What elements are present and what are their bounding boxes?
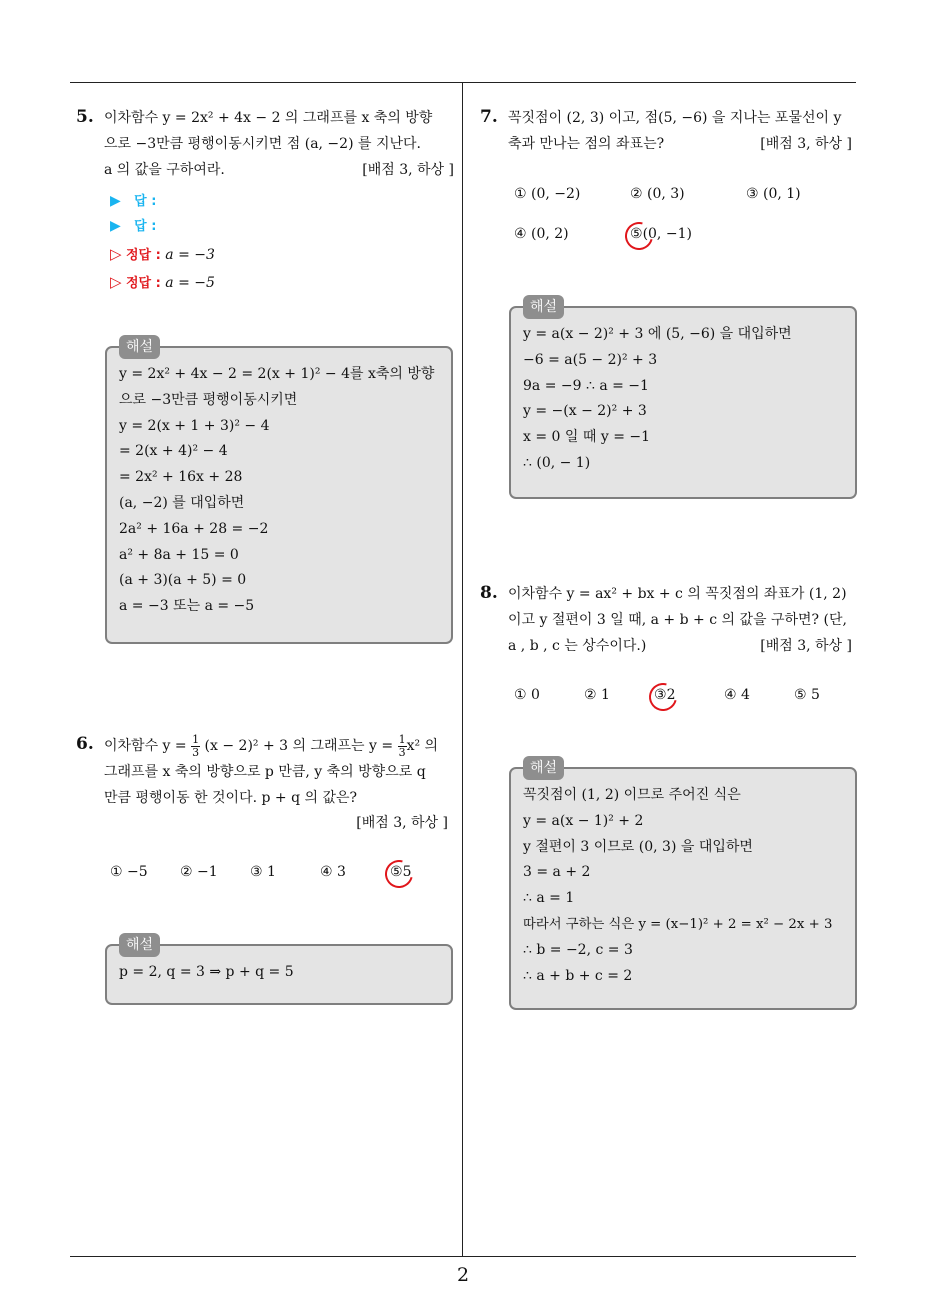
choice-1[interactable]: ① (0, −2) (514, 186, 581, 202)
fraction-denominator: 3 (398, 745, 406, 759)
q7-explanation-box (509, 299, 857, 499)
explanation-line: ∴ (0, − 1) (523, 454, 591, 471)
q5-line: 이차함수 y = 2x² + 4x − 2 의 그래프를 x 축의 방향 (104, 110, 433, 126)
explanation-line: y = −(x − 2)² + 3 (523, 403, 647, 420)
explanation-line: 3 = a + 2 (523, 864, 591, 881)
outline-arrow-icon: ▷ (110, 245, 122, 263)
choice-4[interactable]: ④ (0, 2) (514, 226, 569, 242)
correct-mark (630, 226, 643, 242)
q6-line1 (104, 733, 456, 759)
top-rule (70, 82, 856, 83)
q7-line: 축과 만나는 점의 좌표는? (508, 136, 665, 152)
choice-5-correct[interactable] (390, 864, 411, 880)
q5-line: 으로 −3만큼 평행이동시키면 점 (a, −2) 를 지난다. (104, 136, 421, 152)
explanation-line: 꼭짓점이 (1, 2) 이므로 주어진 식은 (523, 787, 741, 803)
red-circle-icon (380, 855, 418, 893)
red-circle-icon (620, 217, 658, 255)
explanation-line: ∴ b = −2, c = 3 (523, 941, 633, 958)
explanation-line: 9a = −9 ∴ a = −1 (523, 377, 649, 394)
q5-explanation-box (105, 339, 453, 644)
explanation-line: 따라서 구하는 식은 y = (x−1)² + 2 = x² − 2x + 3 (523, 916, 833, 932)
explanation-line: x = 0 일 때 y = −1 (523, 429, 651, 446)
explanation-line: = 2x² + 16x + 28 (119, 469, 243, 486)
choice-5-correct[interactable] (630, 226, 692, 242)
play-arrow-icon: ▶ (110, 193, 121, 209)
correct-mark (654, 687, 667, 703)
explanation-line: 으로 −3만큼 평행이동시키면 (119, 391, 298, 408)
correct-mark (390, 864, 403, 880)
choice-marker: ③ (654, 687, 667, 703)
explanation-line: 2a² + 16a + 28 = −2 (119, 520, 269, 537)
q8-meta: [배점 3, 하상 ] (760, 638, 852, 654)
explanation-line: (a + 3)(a + 5) = 0 (119, 572, 247, 589)
explanation-line: −6 = a(5 − 2)² + 3 (523, 351, 658, 368)
fraction (398, 734, 407, 759)
q8-line: a , b , c 는 상수이다.) (508, 638, 647, 654)
q5-correct-row (110, 269, 215, 297)
red-circle-icon (644, 678, 682, 716)
q5-line: a 의 값을 구하여라. (104, 162, 225, 178)
q8-line: 이차함수 y = ax² + bx + c 의 꼭짓점의 좌표가 (1, 2) (508, 586, 847, 602)
choice-value: 5 (402, 864, 412, 880)
play-arrow-icon: ▶ (110, 218, 121, 234)
answer-label: 답 : (134, 219, 157, 234)
q6-line1-b: (x − 2)² + 3 의 그래프는 y = (204, 738, 394, 754)
choice-3[interactable]: ③ (0, 1) (746, 186, 801, 202)
q5-number: 5. (76, 107, 94, 127)
choice-5[interactable]: ⑤ 5 (794, 687, 820, 703)
q6-explanation-box (105, 937, 453, 1005)
explanation-tag: 해설 (523, 295, 564, 319)
explanation-line: y 절편이 3 이므로 (0, 3) 을 대입하면 (523, 838, 753, 855)
explanation-line: y = 2x² + 4x − 2 = 2(x + 1)² − 4를 x축의 방향 (119, 366, 435, 382)
correct-value: a = −3 (165, 247, 215, 263)
explanation-line: a² + 8a + 15 = 0 (119, 546, 239, 563)
choice-1[interactable]: ① −5 (110, 864, 148, 880)
choice-2[interactable]: ② −1 (180, 864, 218, 880)
q5-correct-row (110, 241, 215, 269)
outline-arrow-icon: ▷ (110, 273, 122, 291)
correct-label: 정답 : (126, 276, 161, 291)
q6-text (104, 733, 456, 811)
q6-line: 그래프를 x 축의 방향으로 p 만큼, y 축의 방향으로 q (104, 764, 426, 780)
q6-number: 6. (76, 734, 94, 754)
q5-answer-row (110, 188, 156, 215)
q7-choices (514, 186, 844, 246)
explanation-line: a = −3 또는 a = −5 (119, 598, 255, 615)
explanation-tag: 해설 (119, 933, 160, 957)
choice-marker: ⑤ (630, 226, 643, 242)
explanation-line: ∴ a = 1 (523, 890, 575, 907)
correct-label: 정답 : (126, 248, 161, 263)
choice-value: (0, −1) (642, 226, 692, 242)
q6-line: 만큼 평행이동 한 것이다. p + q 의 값은? (104, 790, 358, 806)
explanation-line: (a, −2) 를 대입하면 (119, 494, 245, 511)
choice-4[interactable]: ④ 4 (724, 687, 750, 703)
explanation-line: p = 2, q = 3 ⇒ p + q = 5 (119, 964, 294, 980)
q8-number: 8. (480, 583, 498, 603)
explanation-line: y = a(x − 1)² + 2 (523, 812, 644, 829)
explanation-line: y = 2(x + 1 + 3)² − 4 (119, 417, 270, 434)
explanation-line: ∴ a + b + c = 2 (523, 967, 633, 984)
q6-line1-a: 이차함수 y = (104, 738, 187, 754)
bottom-rule (70, 1256, 856, 1257)
q5-answer-row (110, 213, 156, 240)
q7-line: 꼭짓점이 (2, 3) 이고, 점(5, −6) 을 지나는 포물선이 y (508, 110, 842, 126)
q8-line: 이고 y 절편이 3 일 때, a + b + c 의 값을 구하면? (단, (508, 612, 847, 628)
explanation-line: y = a(x − 2)² + 3 에 (5, −6) 을 대입하면 (523, 326, 792, 342)
q6-line1-c: x² 의 (406, 738, 439, 754)
q7-number: 7. (480, 107, 498, 127)
q6-meta: [배점 3, 하상 ] (356, 815, 448, 831)
explanation-tag: 해설 (119, 335, 160, 359)
choice-3[interactable]: ③ 1 (250, 864, 276, 880)
choice-marker: ⑤ (390, 864, 403, 880)
fraction-denominator: 3 (192, 745, 200, 759)
choice-4[interactable]: ④ 3 (320, 864, 346, 880)
q7-meta: [배점 3, 하상 ] (760, 136, 852, 152)
choice-2[interactable]: ② (0, 3) (630, 186, 685, 202)
q5-meta: [배점 3, 하상 ] (362, 162, 454, 178)
fraction (191, 734, 200, 759)
choice-1[interactable]: ① 0 (514, 687, 540, 703)
page-number: 2 (456, 1264, 470, 1286)
fraction-numerator: 1 (398, 732, 406, 746)
choice-value: 2 (666, 687, 676, 703)
fraction-numerator: 1 (192, 732, 200, 746)
choice-3-correct[interactable] (654, 687, 675, 703)
choice-2[interactable]: ② 1 (584, 687, 610, 703)
column-divider (462, 82, 463, 1256)
q8-explanation-box (509, 760, 857, 1010)
answer-label: 답 : (134, 194, 157, 209)
explanation-line: = 2(x + 4)² − 4 (119, 443, 228, 460)
explanation-tag: 해설 (523, 756, 564, 780)
correct-value: a = −5 (165, 275, 215, 291)
